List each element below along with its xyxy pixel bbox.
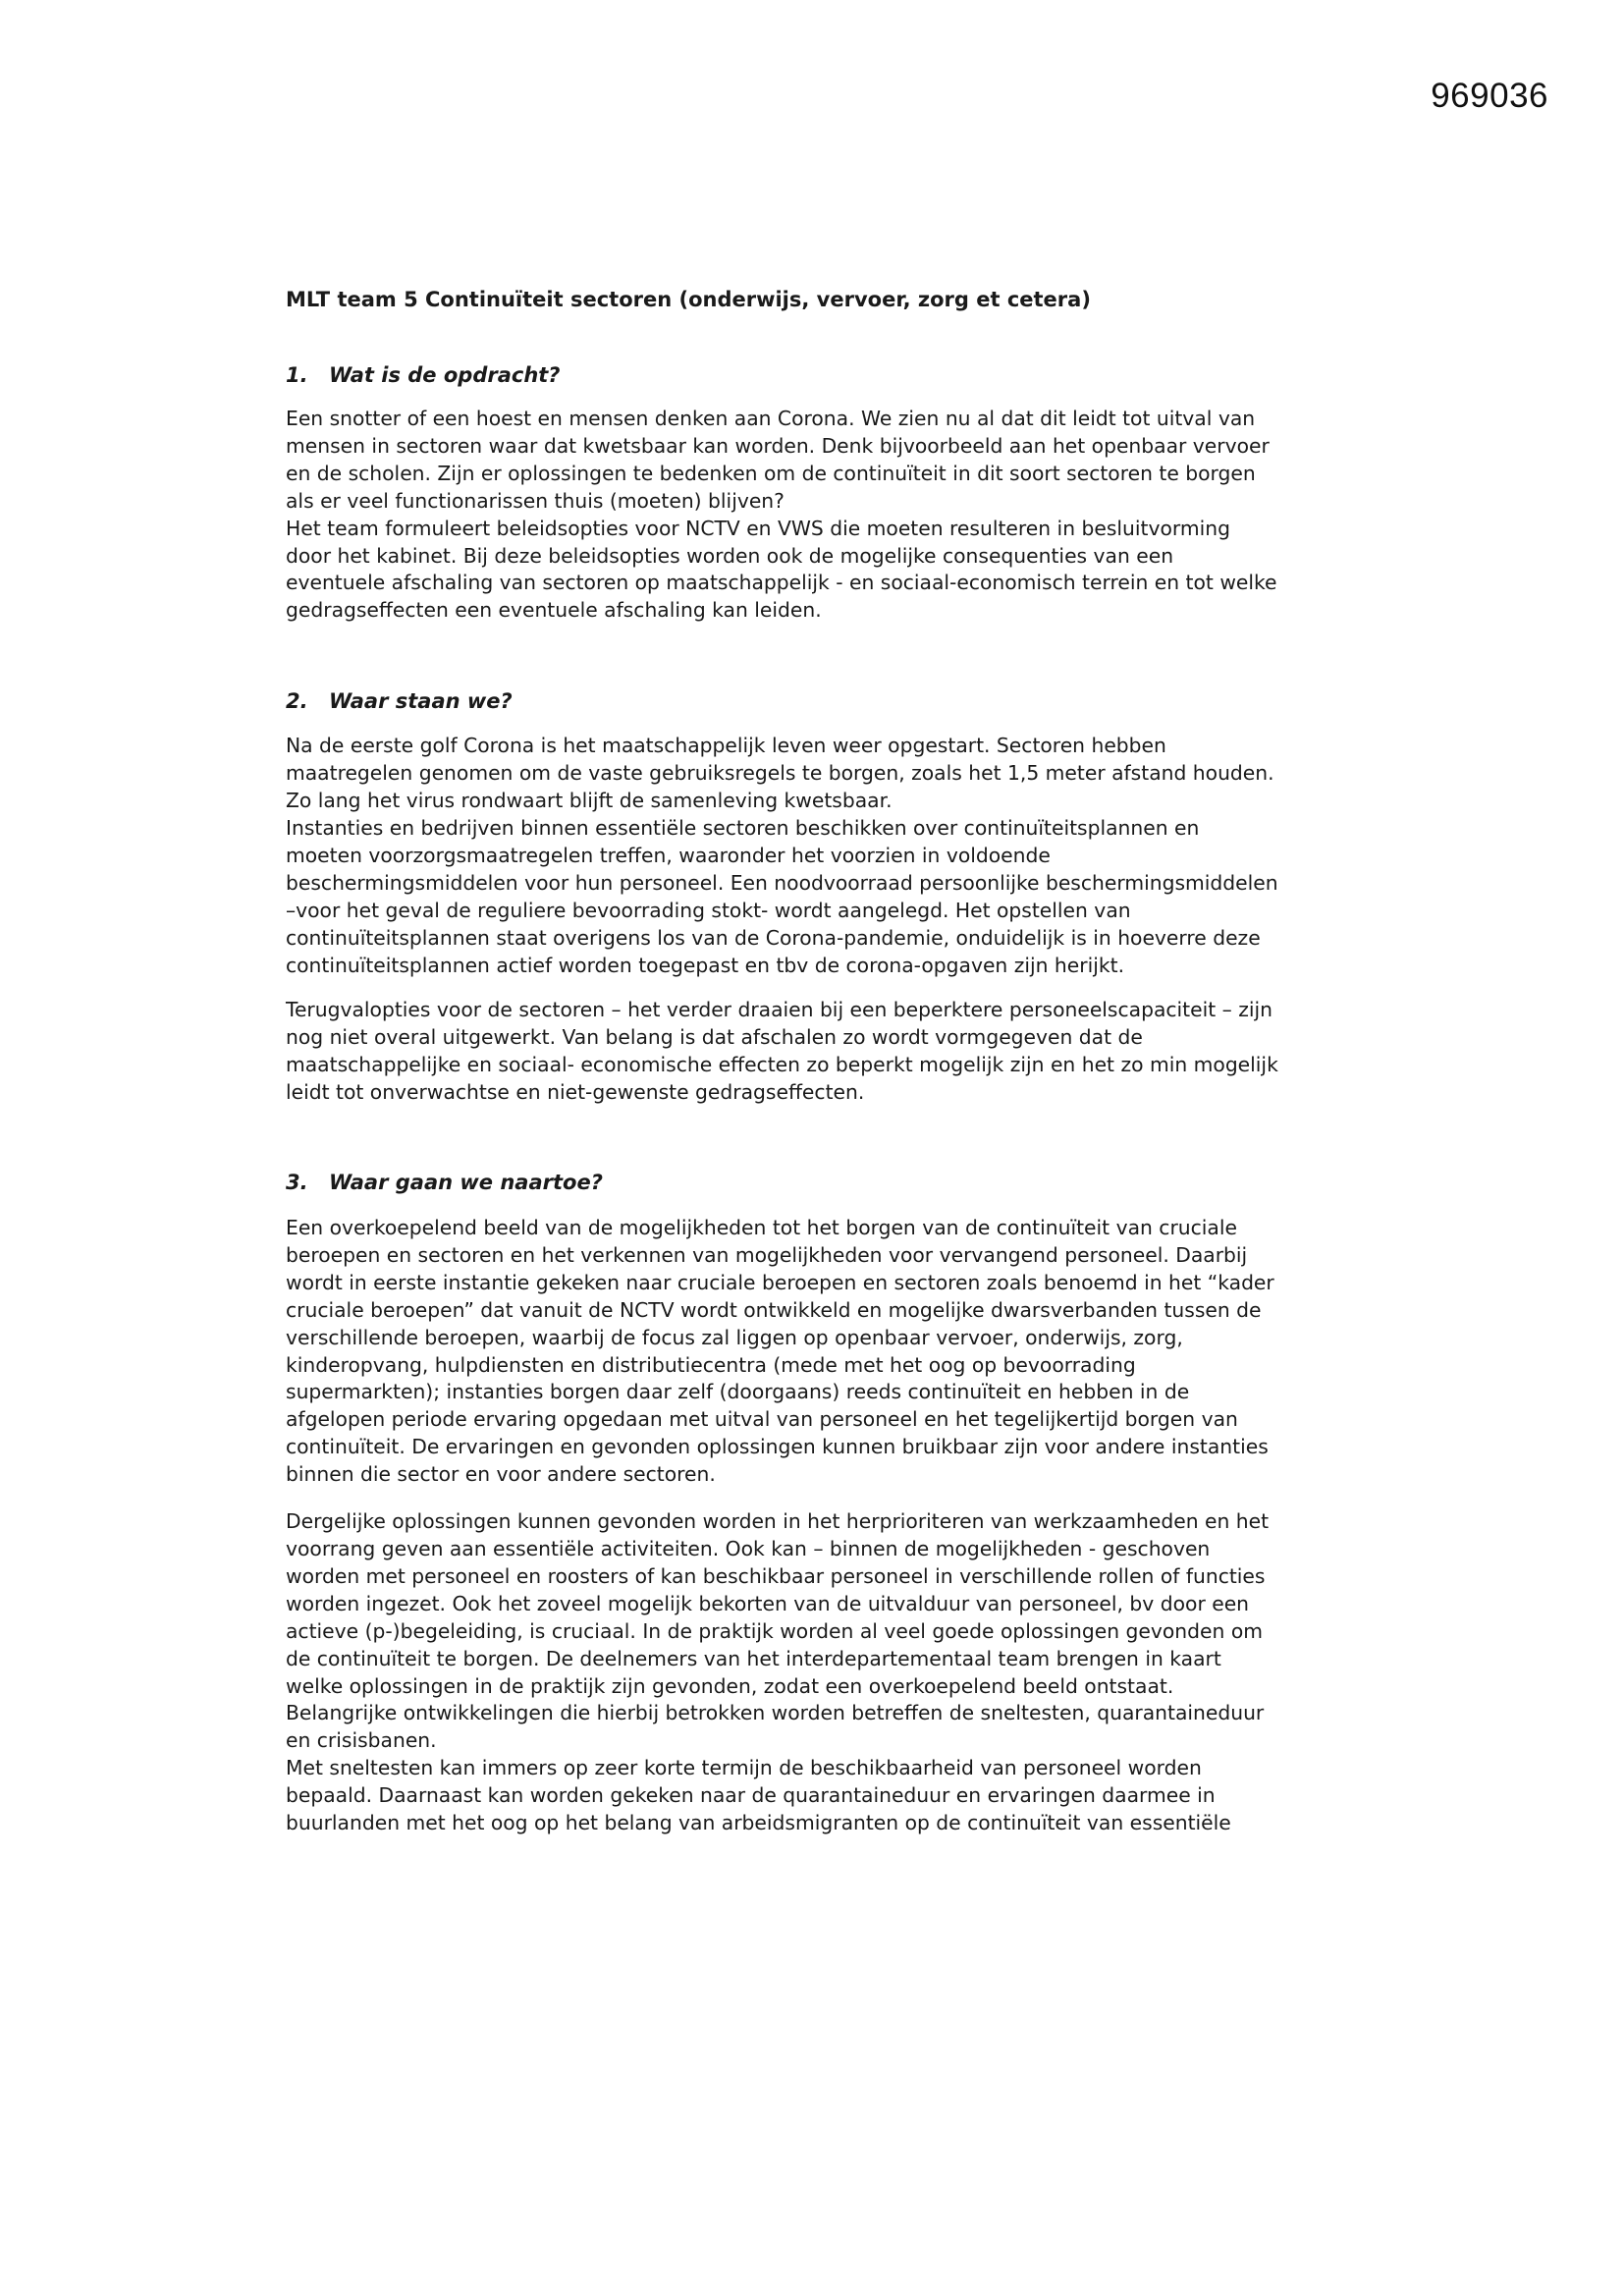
text-line: Met sneltesten kan immers op zeer korte termijn de beschikbaarheid van personeel worden: [286, 1756, 1202, 1780]
text-line: Belangrijke ontwikkelingen die hierbij betrokken worden betreffen de sneltesten, quarantaineduur: [286, 1701, 1265, 1725]
text-line: beroepen en sectoren en het verkennen van mogelijkheden voor vervangend personeel. Daarbij: [286, 1242, 1248, 1267]
paragraph: [286, 1215, 1356, 1489]
text-line: –voor het geval de reguliere bevoorrading stokt- wordt aangelegd. Het opstellen van: [286, 898, 1131, 922]
text-line: voorrang geven aan essentiële activiteiten. Ook kan – binnen de mogelijkheden - geschoven: [286, 1537, 1211, 1560]
text-line: maatregelen genomen om de vaste gebruiksregels te borgen, zoals het 1,5 meter afstand houden.: [286, 761, 1274, 786]
text-line: welke oplossingen in de praktijk zijn gevonden, zodat een overkoepelend beeld ontstaat.: [286, 1673, 1174, 1698]
text-line: en de scholen. Zijn er oplossingen te bedenken om de continuïteit in dit soort sectoren te borgen: [286, 461, 1256, 485]
section-number: 3.: [286, 1171, 308, 1195]
section-heading-text: Waar gaan we naartoe?: [329, 1171, 603, 1195]
text-line: de continuïteit te borgen. De deelnemers van het interdepartementaal team brengen in kaart: [286, 1646, 1221, 1670]
text-line: wordt in eerste instantie gekeken naar cruciale beroepen en sectoren zoals benoemd in het “kader: [286, 1270, 1274, 1294]
section-heading: [286, 360, 1356, 390]
text-line: Een overkoepelend beeld van de mogelijkheden tot het borgen van de continuïteit van cruciale: [286, 1216, 1237, 1240]
text-line: bepaald. Daarnaast kan worden gekeken naar de quarantaineduur en ervaringen daarmee in: [286, 1783, 1216, 1808]
section-number: 1.: [286, 363, 308, 387]
text-line: leidt tot onverwachtse en niet-gewenste gedragseffecten.: [286, 1080, 865, 1105]
section-1: [286, 360, 1356, 625]
text-line: Een snotter of een hoest en mensen denken aan Corona. We zien nu al dat dit leidt tot uitval van: [286, 407, 1256, 430]
section-heading-text: Waar staan we?: [329, 689, 513, 714]
sections-container: [286, 360, 1356, 1837]
paragraph: [286, 406, 1356, 625]
text-line: cruciale beroepen” dat vanuit de NCTV wordt ontwikkeld en mogelijke dwarsverbanden tussen de: [286, 1297, 1262, 1322]
text-line: Terugvalopties voor de sectoren – het verder draaien bij een beperktere personeelscapaciteit – zijn: [286, 998, 1272, 1022]
text-line: maatschappelijke en sociaal- economische effecten zo beperkt mogelijk zijn en het zo min mogelijk: [286, 1053, 1278, 1077]
text-line: worden met personeel en roosters of kan beschikbaar personeel in verschillende rollen of functies: [286, 1563, 1266, 1588]
text-line: als er veel functionarissen thuis (moeten) blijven?: [286, 488, 785, 513]
section-heading: [286, 686, 1356, 716]
text-line: mensen in sectoren waar dat kwetsbaar kan worden. Denk bijvoorbeeld aan het openbaar vervoer: [286, 433, 1270, 458]
section-number: 2.: [286, 689, 308, 714]
text-line: continuïteitsplannen actief worden toegepast en tbv de corona-opgaven zijn herijkt.: [286, 953, 1125, 977]
text-line: actieve (p-)begeleiding, is cruciaal. In de praktijk worden al veel goede oplossingen gevonden om: [286, 1618, 1263, 1643]
document-title: MLT team 5 Continuïteit sectoren (onderwijs, vervoer, zorg et cetera): [286, 288, 1091, 311]
text-line: door het kabinet. Bij deze beleidsopties worden ook de mogelijke consequenties van een: [286, 543, 1174, 568]
text-line: Zo lang het virus rondwaart blijft de samenleving kwetsbaar.: [286, 789, 893, 813]
text-line: verschillende beroepen, waarbij de focus zal liggen op openbaar vervoer, onderwijs, zorg,: [286, 1325, 1183, 1349]
document-body: [286, 281, 1356, 1837]
text-line: moeten voorzorgsmaatregelen treffen, waaronder het voorzien in voldoende: [286, 843, 1051, 867]
text-line: afgelopen periode ervaring opgedaan met uitval van personeel en het tegelijkertijd borgen van: [286, 1407, 1238, 1432]
text-line: en crisisbanen.: [286, 1728, 437, 1753]
text-line: Na de eerste golf Corona is het maatschappelijk leven weer opgestart. Sectoren hebben: [286, 734, 1166, 758]
section-2: [286, 686, 1356, 1107]
section-heading-text: Wat is de opdracht?: [329, 363, 561, 387]
text-line: binnen die sector en voor andere sectoren.: [286, 1462, 716, 1487]
text-line: worden ingezet. Ook het zoveel mogelijk bekorten van de uitvalduur van personeel, bv door een: [286, 1591, 1250, 1615]
text-line: Dergelijke oplossingen kunnen gevonden worden in het herprioriteren van werkzaamheden en het: [286, 1509, 1270, 1534]
paragraph: [286, 733, 1356, 979]
text-line: gedragseffecten een eventuele afschaling kan leiden.: [286, 598, 822, 623]
text-line: Het team formuleert beleidsopties voor NCTV en VWS die moeten resulteren in besluitvorming: [286, 516, 1231, 540]
paragraph: [286, 997, 1356, 1107]
paragraph: [286, 1508, 1356, 1837]
text-line: eventuele afschaling van sectoren op maatschappelijk - en sociaal-economisch terrein en tot welke: [286, 571, 1277, 595]
document-number: 969036: [1431, 77, 1548, 115]
section-3: [286, 1168, 1356, 1837]
text-line: supermarkten); instanties borgen daar zelf (doorgaans) reeds continuïteit en hebben in de: [286, 1380, 1190, 1404]
text-line: beschermingsmiddelen voor hun personeel. Een noodvoorraad persoonlijke beschermingsmiddelen: [286, 870, 1278, 895]
text-line: nog niet overal uitgewerkt. Van belang is dat afschalen zo wordt vormgegeven dat de: [286, 1025, 1143, 1050]
text-line: continuïteit. De ervaringen en gevonden oplossingen kunnen bruikbaar zijn voor andere instanties: [286, 1435, 1269, 1459]
text-line: buurlanden met het oog op het belang van arbeidsmigranten op de continuïteit van essentiële: [286, 1811, 1231, 1835]
section-heading: [286, 1168, 1356, 1197]
text-line: continuïteitsplannen staat overigens los van de Corona-pandemie, onduidelijk is in hoeverre deze: [286, 925, 1261, 950]
text-line: kinderopvang, hulpdiensten en distributiecentra (mede met het oog op bevoorrading: [286, 1352, 1136, 1377]
text-line: Instanties en bedrijven binnen essentiële sectoren beschikken over continuïteitsplannen en: [286, 815, 1200, 840]
